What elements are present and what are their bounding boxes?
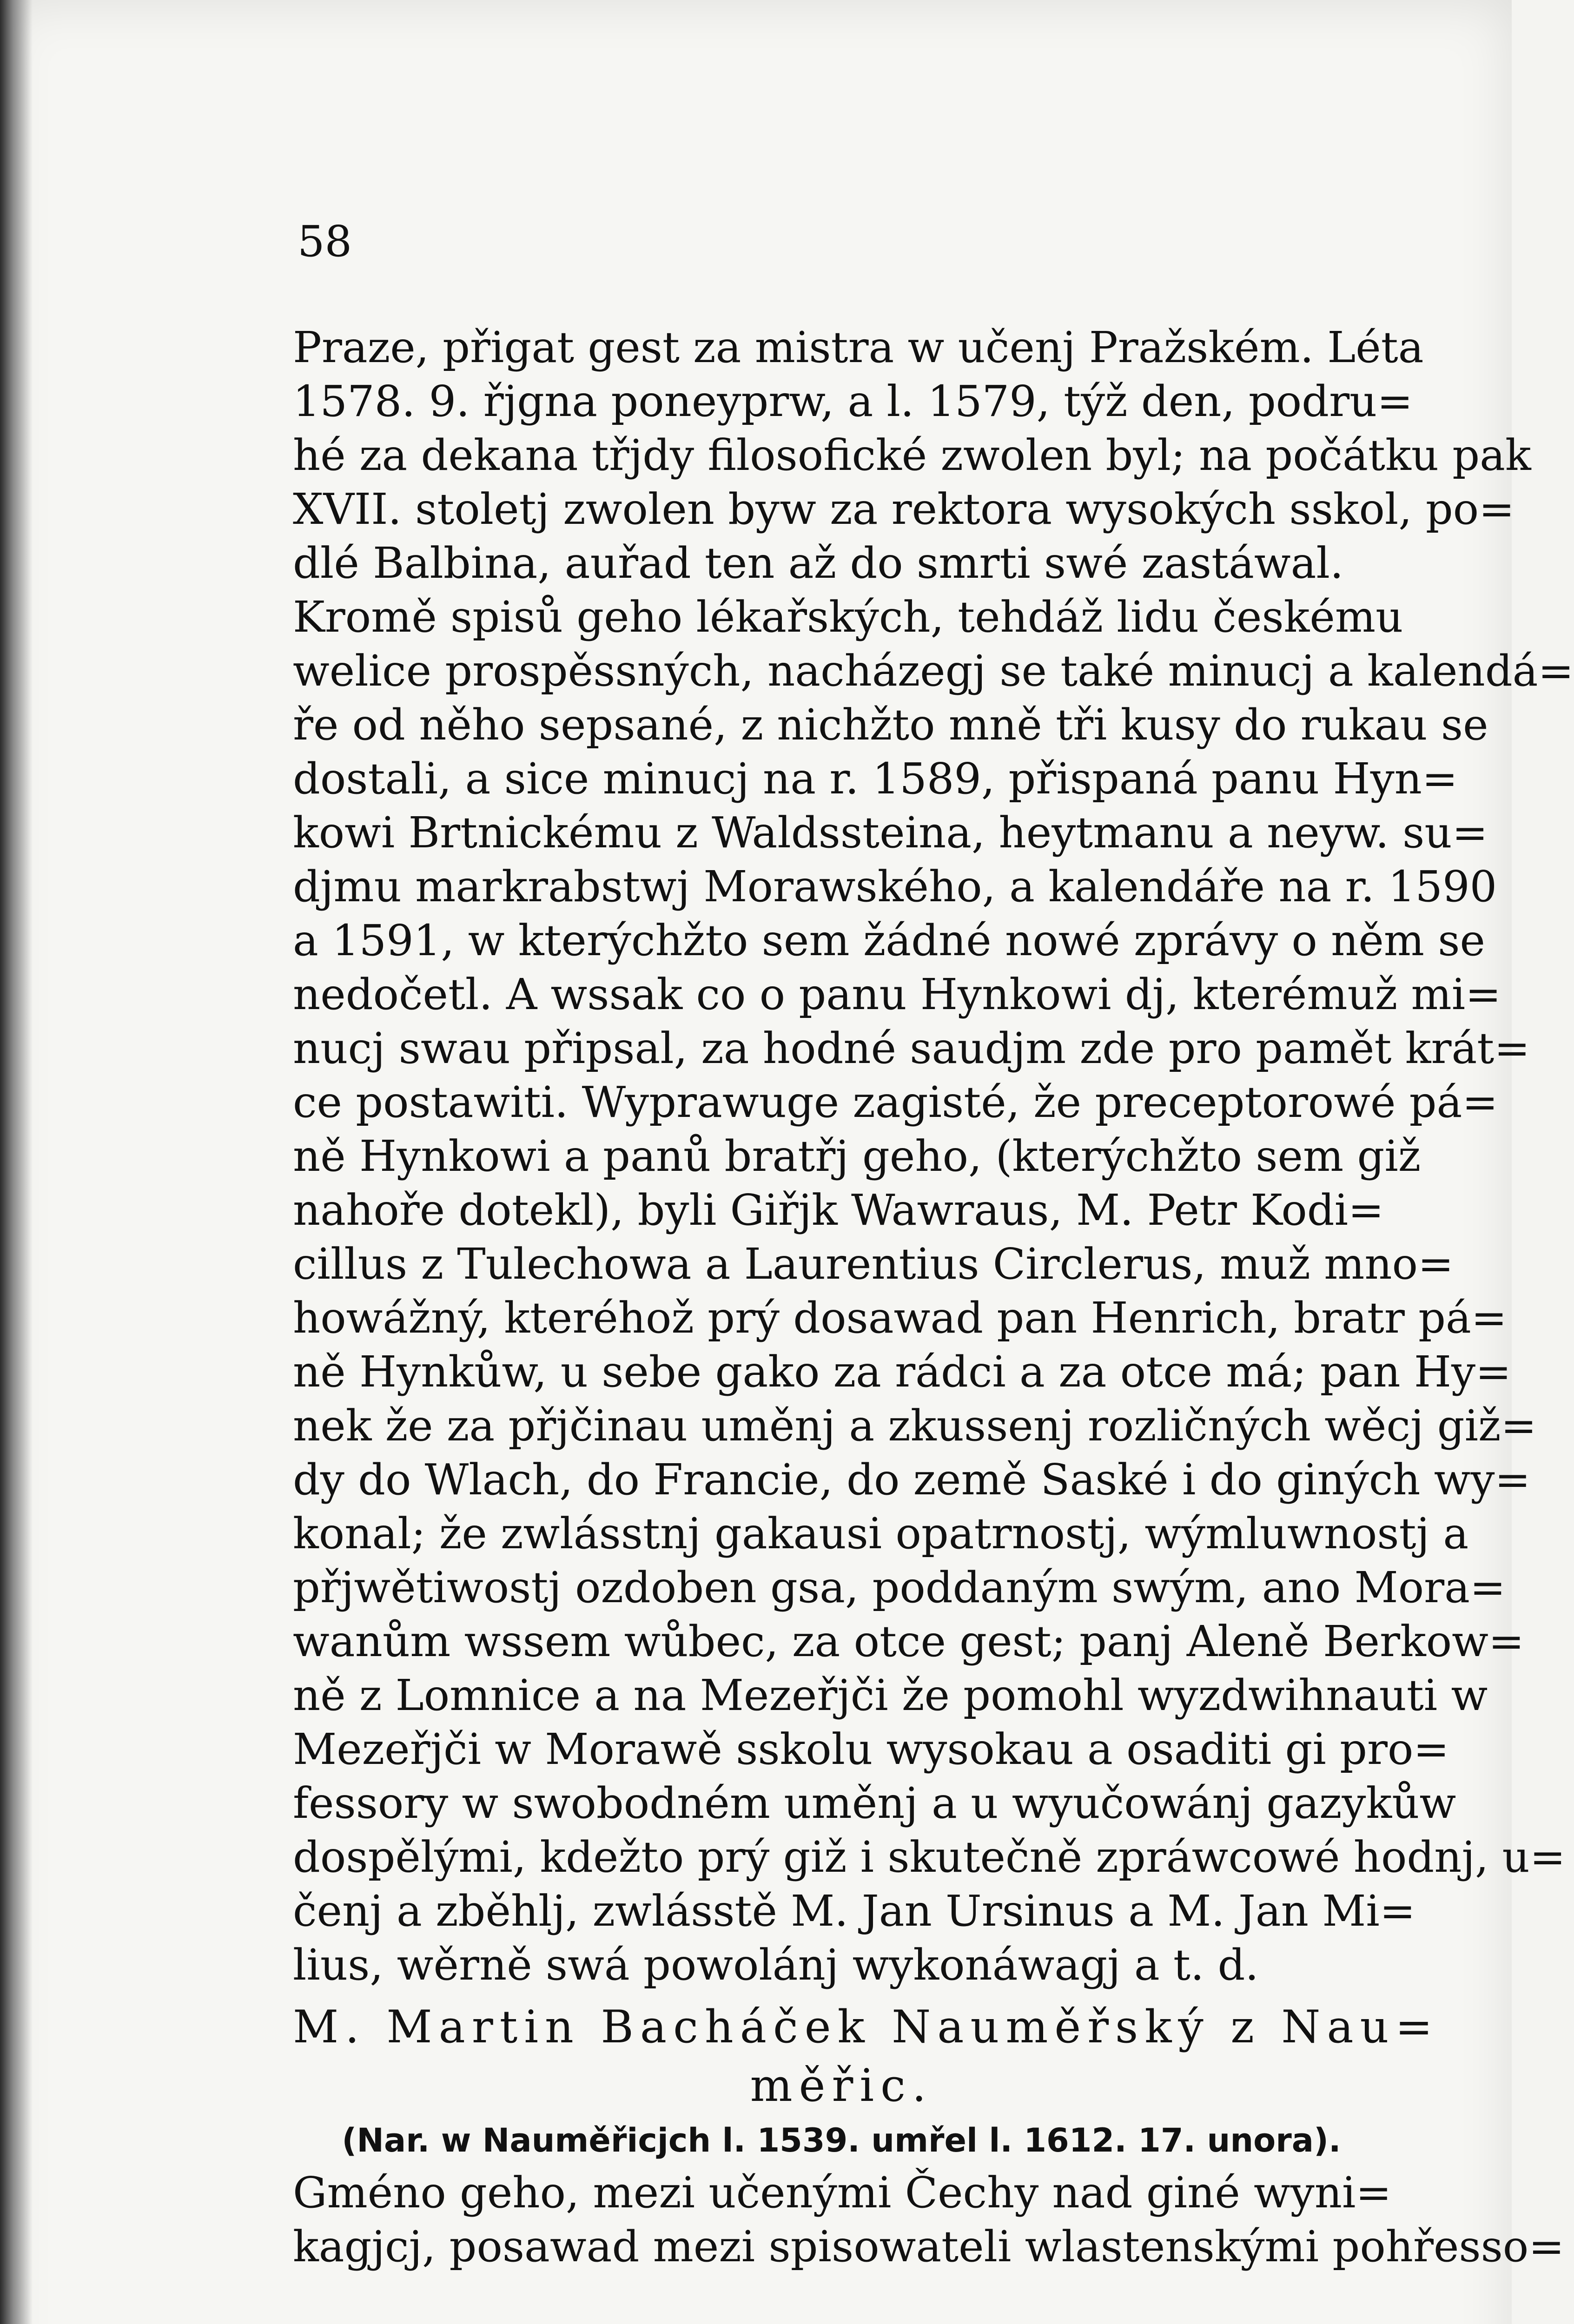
text-line: howážný, kteréhož prý dosawad pan Henrich, bratr pá= (293, 1293, 1507, 1343)
text-line: nedočetl. A wssak co o panu Hynkowi dj, kterémuž mi= (293, 970, 1501, 1019)
page-binding-shadow (0, 0, 33, 2324)
text-line: Kromě spisů geho lékařských, tehdáž lidu českému (293, 592, 1403, 642)
text-line: welice prospěssných, nacházegj se také minucj a kalendá= (293, 646, 1574, 696)
text-line: Gméno geho, mezi učenými Čechy nad giné wyni= (293, 2168, 1392, 2218)
text-line: 1578. 9. řjgna poneyprw, a l. 1579, týž den, podru= (293, 376, 1413, 426)
spacer (293, 1992, 1390, 1998)
text-line: djmu markrabstwj Morawského, a kalendáře na r. 1590 (293, 862, 1497, 911)
text-line: hé za dekana třjdy filosofické zwolen byl; na počátku pak (293, 430, 1531, 480)
text-line: wanům wssem wůbec, za otce gest; panj Aleně Berkow= (293, 1617, 1524, 1666)
section-heading: M. Martin Bacháček Nauměřský z Nau= (293, 2001, 1439, 2053)
text-line: dy do Wlach, do Francie, do země Saské i do giných wy= (293, 1455, 1531, 1505)
text-line: ně Hynkowi a panů bratřj geho, (kterýchžto sem giž (293, 1131, 1421, 1181)
text-line: ře od něho sepsané, z nichžto mně tři kusy do rukau se (293, 700, 1488, 750)
text-line: a 1591, w kterýchžto sem žádné nowé zprávy o něm se (293, 916, 1485, 965)
text-line: nek že za přjčinau uměnj a zkussenj rozličných wěcj giž= (293, 1401, 1537, 1451)
text-line: přjwětiwostj ozdoben gsa, poddaným swým, ano Mora= (293, 1563, 1506, 1612)
text-line: kagjcj, posawad mezi spisowateli wlastenskými pohřesso= (293, 2222, 1565, 2271)
section-heading-continuation: měřic. (750, 2060, 933, 2112)
text-line: ně Hynkůw, u sebe gako za rádci a za otce má; pan Hy= (293, 1347, 1512, 1397)
text-line: kowi Brtnickému z Waldssteina, heytmanu a neyw. su= (293, 808, 1488, 858)
text-line: nucj swau připsal, za hodné saudjm zde pro pamět krát= (293, 1023, 1530, 1073)
text-line: nahoře dotekl), byli Giřjk Wawraus, M. Petr Kodi= (293, 1185, 1384, 1235)
text-line: ce postawiti. Wyprawuge zagisté, že preceptorowé pá= (293, 1077, 1498, 1127)
text-line: konal; že zwlásstnj gakausi opatrnostj, wýmluwnostj a (293, 1509, 1469, 1558)
text-line: Mezeřjči w Morawě sskolu wysokau a osaditi gi pro= (293, 1724, 1449, 1774)
text-line: dospělými, kdežto prý giž i skutečně zpráwcowé hodnj, u= (293, 1832, 1566, 1882)
text-line: fessory w swobodném uměnj a u wyučowánj gazykůw (293, 1778, 1456, 1828)
section-subheading: (Nar. w Nauměřicjch l. 1539. umřel l. 1612. 17. unora). (342, 2121, 1341, 2159)
text-line: cillus z Tulechowa a Laurentius Circlerus, muž mno= (293, 1239, 1454, 1289)
text-line: XVII. stoletj zwolen byw za rektora wysokých sskol, po= (293, 484, 1515, 534)
text-line: ně z Lomnice a na Mezeřjči že pomohl wyzdwihnauti w (293, 1670, 1488, 1720)
text-line: lius, wěrně swá powolánj wykonáwagj a t. d. (293, 1940, 1259, 1990)
text-line: dostali, a sice minucj na r. 1589, přispaná panu Hyn= (293, 754, 1458, 804)
text-line: čenj a zběhlj, zwlásstě M. Jan Ursinus a M. Jan Mi= (293, 1886, 1415, 1936)
page-number: 58 (298, 217, 352, 266)
text-line: Praze, přigat gest za mistra w učenj Pražském. Léta (293, 323, 1424, 372)
text-line: dlé Balbina, auřad ten až do smrti swé zastáwal. (293, 538, 1344, 588)
page-body (293, 321, 1574, 2274)
